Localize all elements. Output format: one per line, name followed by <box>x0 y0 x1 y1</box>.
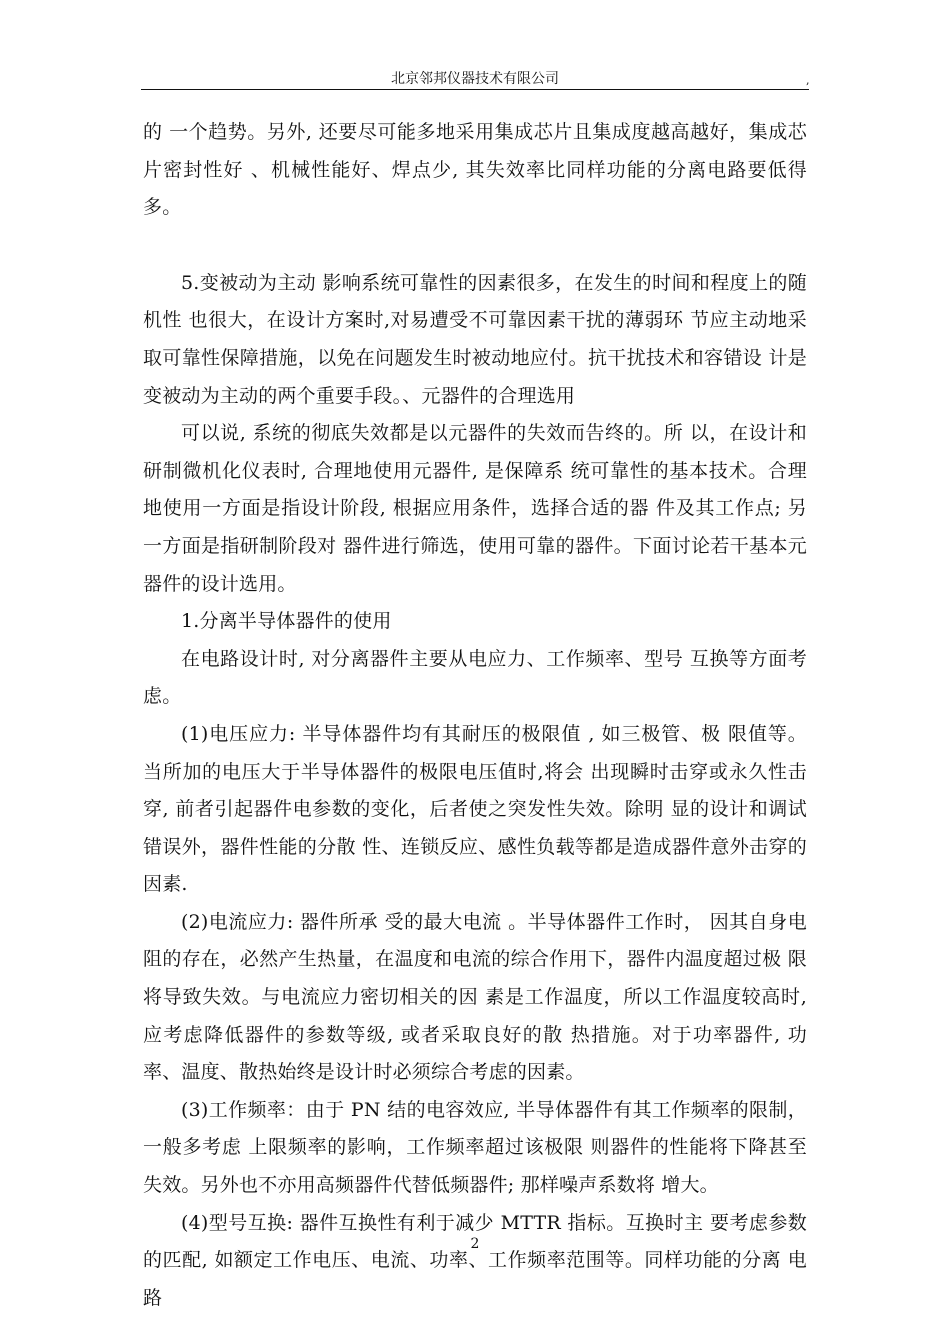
paragraph-discrete-intro: 在电路设计时, 对分离器件主要从电应力、工作频率、型号 互换等方面考虑。 <box>143 647 807 708</box>
header-rule <box>141 89 809 90</box>
section-heading-discrete-semiconductor: 1.分离半导体器件的使用 <box>181 610 392 633</box>
paragraph-current-stress: (2)电流应力: 器件所承 受的最大电流 。半导体器件工作时， 因其自身电阻的存在，必然产生热量，在温度和电流的综合作用下，器件内温度超过极 限将导致失效。与电流应力密切相关的因 素是工作温度，所以工作温度较高时, 应考虑降低器件的参数等级, 或者采取良好的散 热措施。对于功率器件, 功率、温度、散热始终是设计时必须综合考虑的因素。 <box>143 910 807 1084</box>
paragraph-voltage-stress: (1)电压应力: 半导体器件均有其耐压的极限值 , 如三极管、极 限值等。 当所加的电压大于半导体器件的极限电压值时,将会 出现瞬时击穿或永久性击穿, 前者引起器件电参数的变化，后者使之突发性失效。除明 显的设计和调试错误外，器件性能的分散 性、连锁反应、感性负载等都是造成器件意外击穿的因素. <box>143 722 807 896</box>
paragraph-component-selection: 可以说, 系统的彻底失效都是以元器件的失效而告终的。所 以，在设计和研制微机化仪表时, 合理地使用元器件, 是保障系 统可靠性的基本技术。合理地使用一方面是指设计阶段, 根据应用条件，选择合适的器 件及其工作点; 另一方面是指研制阶段对 器件进行筛选，使用可靠的器件。下面讨论若干基本元器件的设计选用。 <box>143 422 807 595</box>
paragraph-model-interchange: (4)型号互换: 器件互换性有利于减少 MTTR 指标。互换时主 要考虑参数的匹配, 如额定工作电压、电流、功率、工作频率范围等。同样功能的分离 电路 <box>143 1211 807 1309</box>
page-number: 2 <box>470 1236 480 1252</box>
document-body <box>143 114 807 1317</box>
paragraph-proactive: 5.变被动为主动 影响系统可靠性的因素很多，在发生的时间和程度上的随机性 也很大，在设计方案时,对易遭受不可靠因素干扰的薄弱环 节应主动地采取可靠性保障措施，以免在问题发生时被动地应付。抗干扰技术和容错设 计是变被动为主动的两个重要手段。、元器件的合理选用 <box>143 271 807 407</box>
paragraph-continuation: 的 一个趋势。另外, 还要尽可能多地采用集成芯片且集成度越高越好，集成芯片密封性好 、机械性能好、焊点少, 其失效率比同样功能的分离电路要低得多。 <box>143 121 807 219</box>
paragraph-operating-frequency: (3)工作频率：由于 PN 结的电容效应, 半导体器件有其工作频率的限制，一般多考虑 上限频率的影响，工作频率超过该极限 则器件的性能将下降甚至失效。另外也不亦用高频器件代替低频器件; 那样噪声系数将 增大。 <box>143 1098 807 1197</box>
header-mark: , <box>806 74 810 87</box>
page-header: 北京邻邦仪器技术有限公司 <box>391 71 559 87</box>
